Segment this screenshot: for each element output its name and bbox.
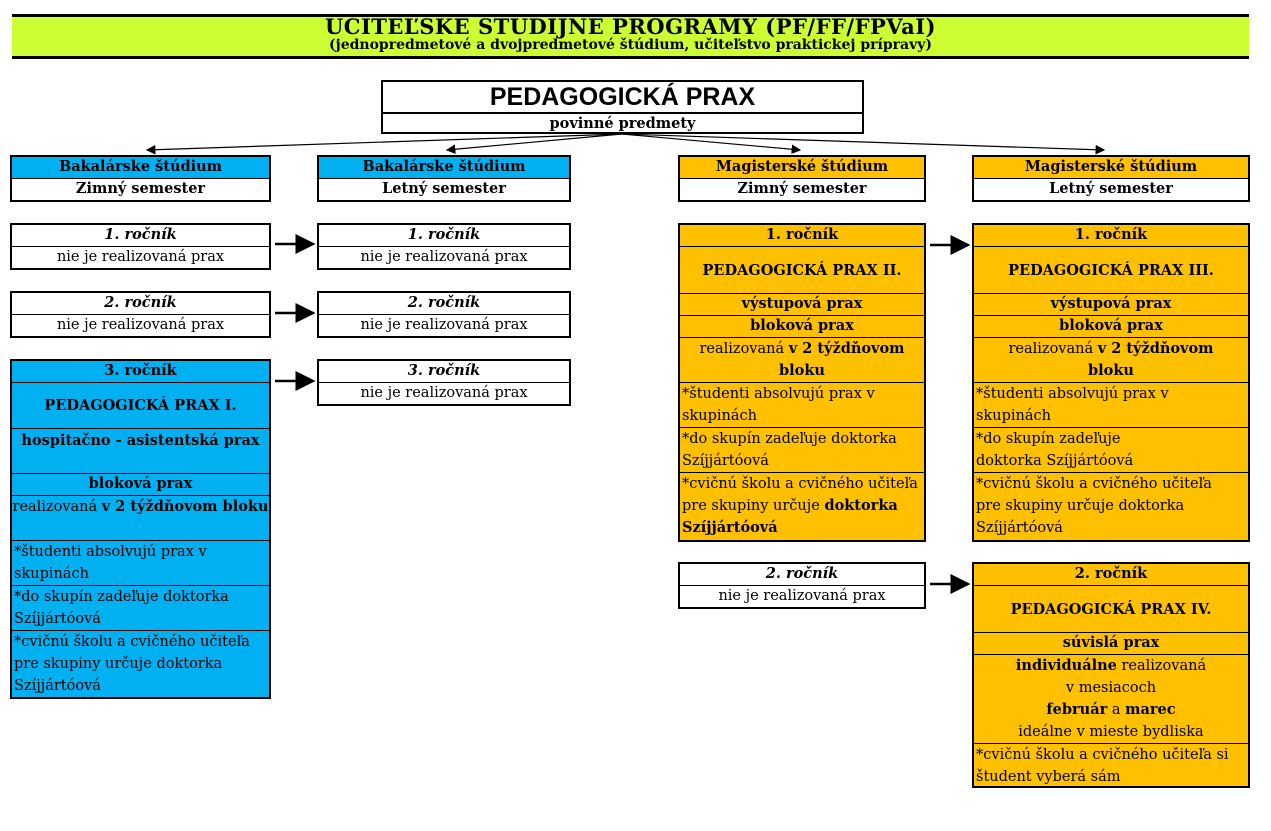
arrow-to-mag-summer bbox=[622, 134, 1104, 150]
year-label: 2. ročník bbox=[319, 293, 569, 315]
realization bbox=[974, 338, 1248, 383]
realization bbox=[680, 338, 924, 383]
practice-form: bloková prax bbox=[12, 474, 269, 496]
header-subtitle: (jednopredmetové a dvojpredmetové štúdium, učiteľstvo praktickej prípravy) bbox=[329, 37, 932, 53]
year-note: nie je realizovaná prax bbox=[718, 588, 886, 604]
mag-summer-year1 bbox=[972, 223, 1250, 542]
note-3: *cvičnú školu a cvičného učiteľa pre skupiny určuje doktorka Szíjjártóová bbox=[976, 476, 1212, 536]
practice-form: bloková prax bbox=[974, 316, 1248, 338]
month-mar: marec bbox=[1125, 701, 1176, 718]
column-study: Magisterské štúdium bbox=[974, 157, 1248, 179]
main-title: PEDAGOGICKÁ PRAX bbox=[383, 82, 862, 114]
note: *cvičnú školu a cvičného učiteľa si študent vyberá sám bbox=[976, 747, 1229, 785]
practice-type: hospitačno - asistentská prax bbox=[12, 429, 269, 474]
year-label: 1. ročník bbox=[319, 225, 569, 247]
course-name: PEDAGOGICKÁ PRAX IV. bbox=[974, 586, 1248, 633]
bach-winter-year3 bbox=[10, 359, 271, 699]
bach-winter-year2 bbox=[10, 291, 271, 338]
note-3-text: *cvičnú školu a cvičného učiteľa pre skupiny určuje bbox=[682, 476, 918, 514]
note-2: *do skupín zadeľuje doktorka Szíjjártóová bbox=[680, 428, 924, 473]
column-header-bach-winter bbox=[10, 155, 271, 202]
individual-line bbox=[974, 655, 1248, 677]
year-label: 2. ročník bbox=[680, 564, 924, 586]
bach-summer-year1 bbox=[317, 223, 571, 270]
note-1: *študenti absolvujú prax v skupinách bbox=[680, 383, 924, 428]
course-name: PEDAGOGICKÁ PRAX II. bbox=[680, 247, 924, 294]
year-label: 2. ročník bbox=[974, 564, 1248, 586]
practice-form: bloková prax bbox=[680, 316, 924, 338]
realized-pre: realizovaná bbox=[12, 499, 102, 515]
column-semester: Zimný semester bbox=[12, 179, 269, 200]
column-semester: Letný semester bbox=[974, 179, 1248, 200]
column-semester: Zimný semester bbox=[680, 179, 924, 200]
column-study: Magisterské štúdium bbox=[680, 157, 924, 179]
mag-winter-year1 bbox=[678, 223, 926, 542]
year-note: nie je realizovaná prax bbox=[360, 317, 528, 333]
column-study: Bakalárske štúdium bbox=[319, 157, 569, 179]
practice-type: výstupová prax bbox=[974, 294, 1248, 316]
year-label: 1. ročník bbox=[680, 225, 924, 247]
year-note: nie je realizovaná prax bbox=[56, 249, 225, 265]
year-label: 1. ročník bbox=[974, 225, 1248, 247]
year-note: nie je realizovaná prax bbox=[360, 385, 528, 401]
course-name: PEDAGOGICKÁ PRAX I. bbox=[12, 383, 269, 429]
month-and: a bbox=[1107, 702, 1126, 718]
year-label: 3. ročník bbox=[319, 361, 569, 383]
year-note: nie je realizovaná prax bbox=[56, 317, 225, 333]
column-header-bach-summer bbox=[317, 155, 571, 202]
bach-winter-year1 bbox=[10, 223, 271, 270]
note-1: *študenti absolvujú prax v skupinách bbox=[974, 383, 1248, 428]
realization-details bbox=[974, 655, 1248, 744]
months-line bbox=[974, 699, 1248, 721]
individual-bold: individuálne bbox=[1015, 657, 1117, 674]
bach-summer-year3 bbox=[317, 359, 571, 406]
note-2: *do skupín zadeľuje doktorka Szíjjártóová bbox=[12, 586, 269, 631]
note-3 bbox=[680, 473, 924, 540]
mag-winter-year2 bbox=[678, 562, 926, 609]
mag-summer-year2 bbox=[972, 562, 1250, 788]
main-subtitle: povinné predmety bbox=[549, 115, 696, 132]
year-label: 2. ročník bbox=[12, 293, 269, 315]
realized-bold: v 2 týždňovom bloku bbox=[1088, 340, 1214, 379]
note-3: *cvičnú školu a cvičného učiteľa pre skupiny určuje doktorka Szíjjártóová bbox=[14, 634, 250, 694]
note-1: *študenti absolvujú prax v skupinách bbox=[12, 541, 269, 586]
course-name: PEDAGOGICKÁ PRAX III. bbox=[974, 247, 1248, 294]
column-semester: Letný semester bbox=[319, 179, 569, 200]
realized-pre: realizovaná bbox=[1008, 341, 1098, 357]
month-feb: február bbox=[1046, 701, 1108, 718]
year-label: 1. ročník bbox=[12, 225, 269, 247]
column-header-mag-winter bbox=[678, 155, 926, 202]
ideal-location: ideálne v mieste bydliska bbox=[1018, 724, 1204, 740]
year-note: nie je realizovaná prax bbox=[360, 249, 528, 265]
column-study: Bakalárske štúdium bbox=[12, 157, 269, 179]
individual-rest: realizovaná bbox=[1116, 658, 1207, 674]
realization bbox=[12, 496, 269, 541]
column-header-mag-summer bbox=[972, 155, 1250, 202]
arrow-to-bach-winter bbox=[147, 134, 622, 150]
bach-summer-year2 bbox=[317, 291, 571, 338]
realized-pre: realizovaná bbox=[699, 341, 789, 357]
realized-bold: v 2 týždňovom bloku bbox=[101, 498, 269, 515]
year-label: 3. ročník bbox=[12, 361, 269, 383]
practice-type: súvislá prax bbox=[974, 633, 1248, 655]
header-title: UČITEĽSKÉ ŠTÚDIJNÉ PROGRAMY (PF/FF/FPVaI) bbox=[324, 14, 937, 39]
note-2: *do skupín zadeľuje doktorka Szíjjártóová bbox=[974, 428, 1248, 473]
months-label: v mesiacoch bbox=[1065, 680, 1157, 696]
realized-bold: v 2 týždňovom bloku bbox=[779, 340, 905, 379]
practice-type: výstupová prax bbox=[680, 294, 924, 316]
note-3-bold: doktorka Szíjjártóová bbox=[682, 497, 898, 536]
